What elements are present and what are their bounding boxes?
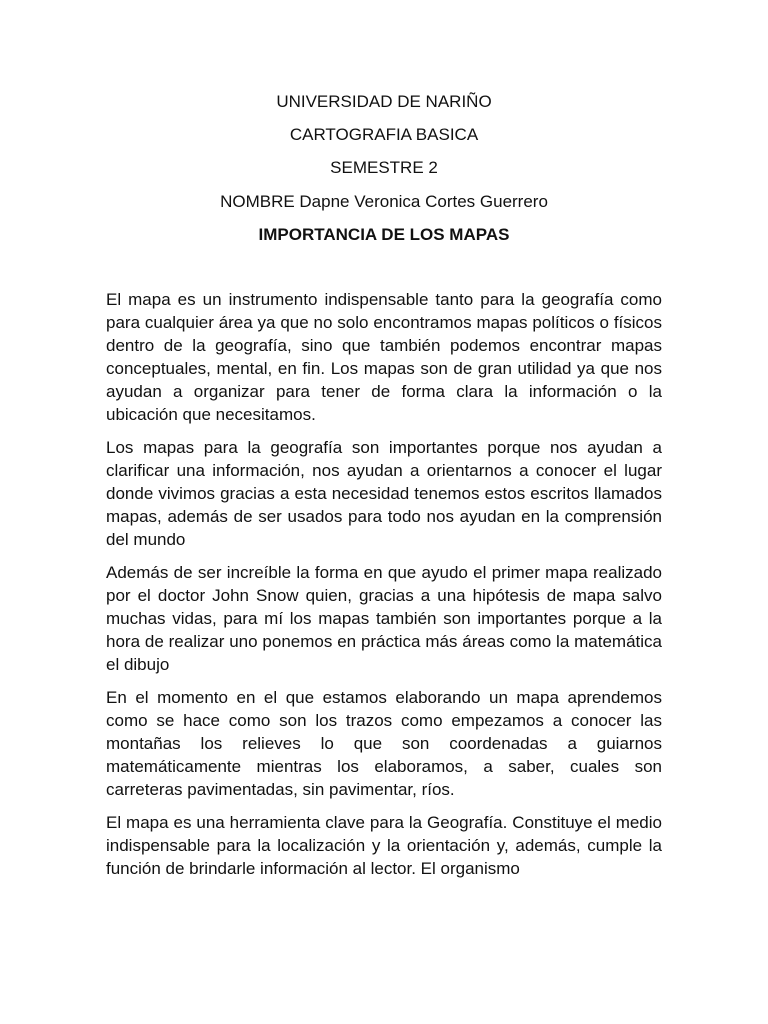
student-name: NOMBRE Dapne Veronica Cortes Guerrero	[220, 192, 548, 211]
paragraph-2: Los mapas para la geografía son importantes porque nos ayudan a clarificar una información, nos ayudan a orientarnos a conocer el lugar donde vivimos gracias a esta necesidad tenemos estos escritos llamados mapas, además de ser usados para todo nos ayudan en la comprensión del mundo	[106, 438, 662, 549]
paragraph-1: El mapa es un instrumento indispensable tanto para la geografía como para cualquier área ya que no solo encontramos mapas políticos o físicos dentro de la geografía, sino que también podemos encontrar mapas conceptuales, mental, en fin. Los mapas son de gran utilidad ya que nos ayudan a organizar para tener de forma clara la información o la ubicación que necesitamos.	[106, 290, 662, 424]
document-body	[106, 288, 662, 890]
course-name: CARTOGRAFIA BASICA	[289, 125, 479, 144]
paragraph-5: El mapa es una herramienta clave para la Geografía. Constituye el medio indispensable para la localización y la orientación y, además, cumple la función de brindarle información al lector. El organismo	[106, 813, 662, 878]
paragraph-4: En el momento en el que estamos elaborando un mapa aprendemos como se hace como son los trazos como empezamos a conocer las montañas los relieves lo que son coordenadas a guiarnos matemáticamente mientras los elaboramos, a saber, cuales son carreteras pavimentadas, sin pavimentar, ríos.	[106, 688, 662, 799]
university-name: UNIVERSIDAD DE NARIÑO	[276, 92, 492, 111]
document-title: IMPORTANCIA DE LOS MAPAS	[258, 225, 510, 244]
paragraph-3: Además de ser increíble la forma en que ayudo el primer mapa realizado por el doctor John Snow quien, gracias a una hipótesis de mapa salvo muchas vidas, para mí los mapas también son importantes porque a la hora de realizar uno ponemos en práctica más áreas como la matemática el dibujo	[106, 563, 662, 674]
semester-label: SEMESTRE 2	[330, 158, 438, 177]
